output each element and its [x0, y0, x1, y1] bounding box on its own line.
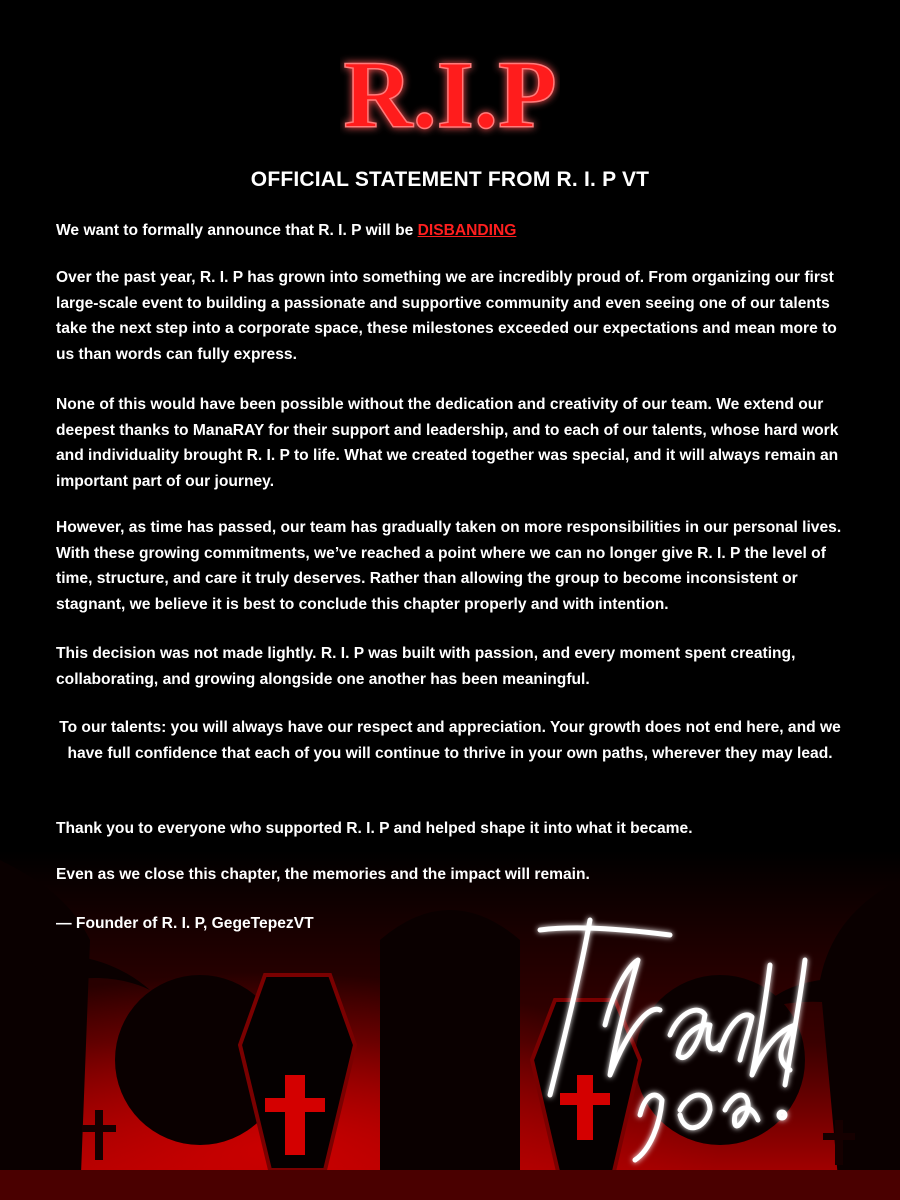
intro-text: We want to formally announce that R. I. P will be [56, 222, 418, 239]
paragraph-1: Over the past year, R. I. P has grown into something we are incredibly proud of. From organizing our first large-scale event to building a passionate and supportive community and even seeing one of our talents take the next step into a corporate space, these milestones exceeded our expectations and mean more to us than words can fully express. [56, 269, 837, 363]
paragraph-2: None of this would have been possible without the dedication and creativity of our team. We extend our deepest thanks to ManaRAY for their support and leadership, and to each of our talents, whose hard work and individuality brought R. I. P to life. What we created together was special, and it will always remain an important part of our journey. [56, 396, 839, 490]
disbanding-highlight: DISBANDING [417, 222, 517, 239]
paragraph-5: To our talents: you will always have our respect and appreciation. Your growth does not end here, and we have full confidence that each of you will continue to thrive in your own paths, wherever they may lead. [59, 719, 841, 762]
thank-you-handwriting [520, 905, 820, 1175]
page-title: OFFICIAL STATEMENT FROM R. I. P VT [250, 168, 650, 191]
signature: — Founder of R. I. P, GegeTepezVT [56, 915, 314, 932]
intro-paragraph [56, 218, 856, 244]
thank-you-text: thank you! [520, 905, 525, 906]
rip-logo-text: R.I.P [343, 41, 557, 148]
rip-logo [340, 22, 560, 162]
paragraph-4: This decision was not made lightly. R. I. P was built with passion, and every moment spent creating, collaborating, and growing alongside one another has been meaningful. [56, 645, 796, 688]
paragraph-6: Thank you to everyone who supported R. I. P and helped shape it into what it became. [56, 820, 693, 837]
paragraph-7: Even as we close this chapter, the memories and the impact will remain. [56, 866, 590, 883]
paragraph-3: However, as time has passed, our team has gradually taken on more responsibilities in our personal lives. With these growing commitments, we’ve reached a point where we can no longer give R. I. P the level of time, structure, and care it truly deserves. Rather than allowing the group to become inconsistent or stagnant, we believe it is best to conclude this chapter properly and with intention. [56, 519, 842, 613]
